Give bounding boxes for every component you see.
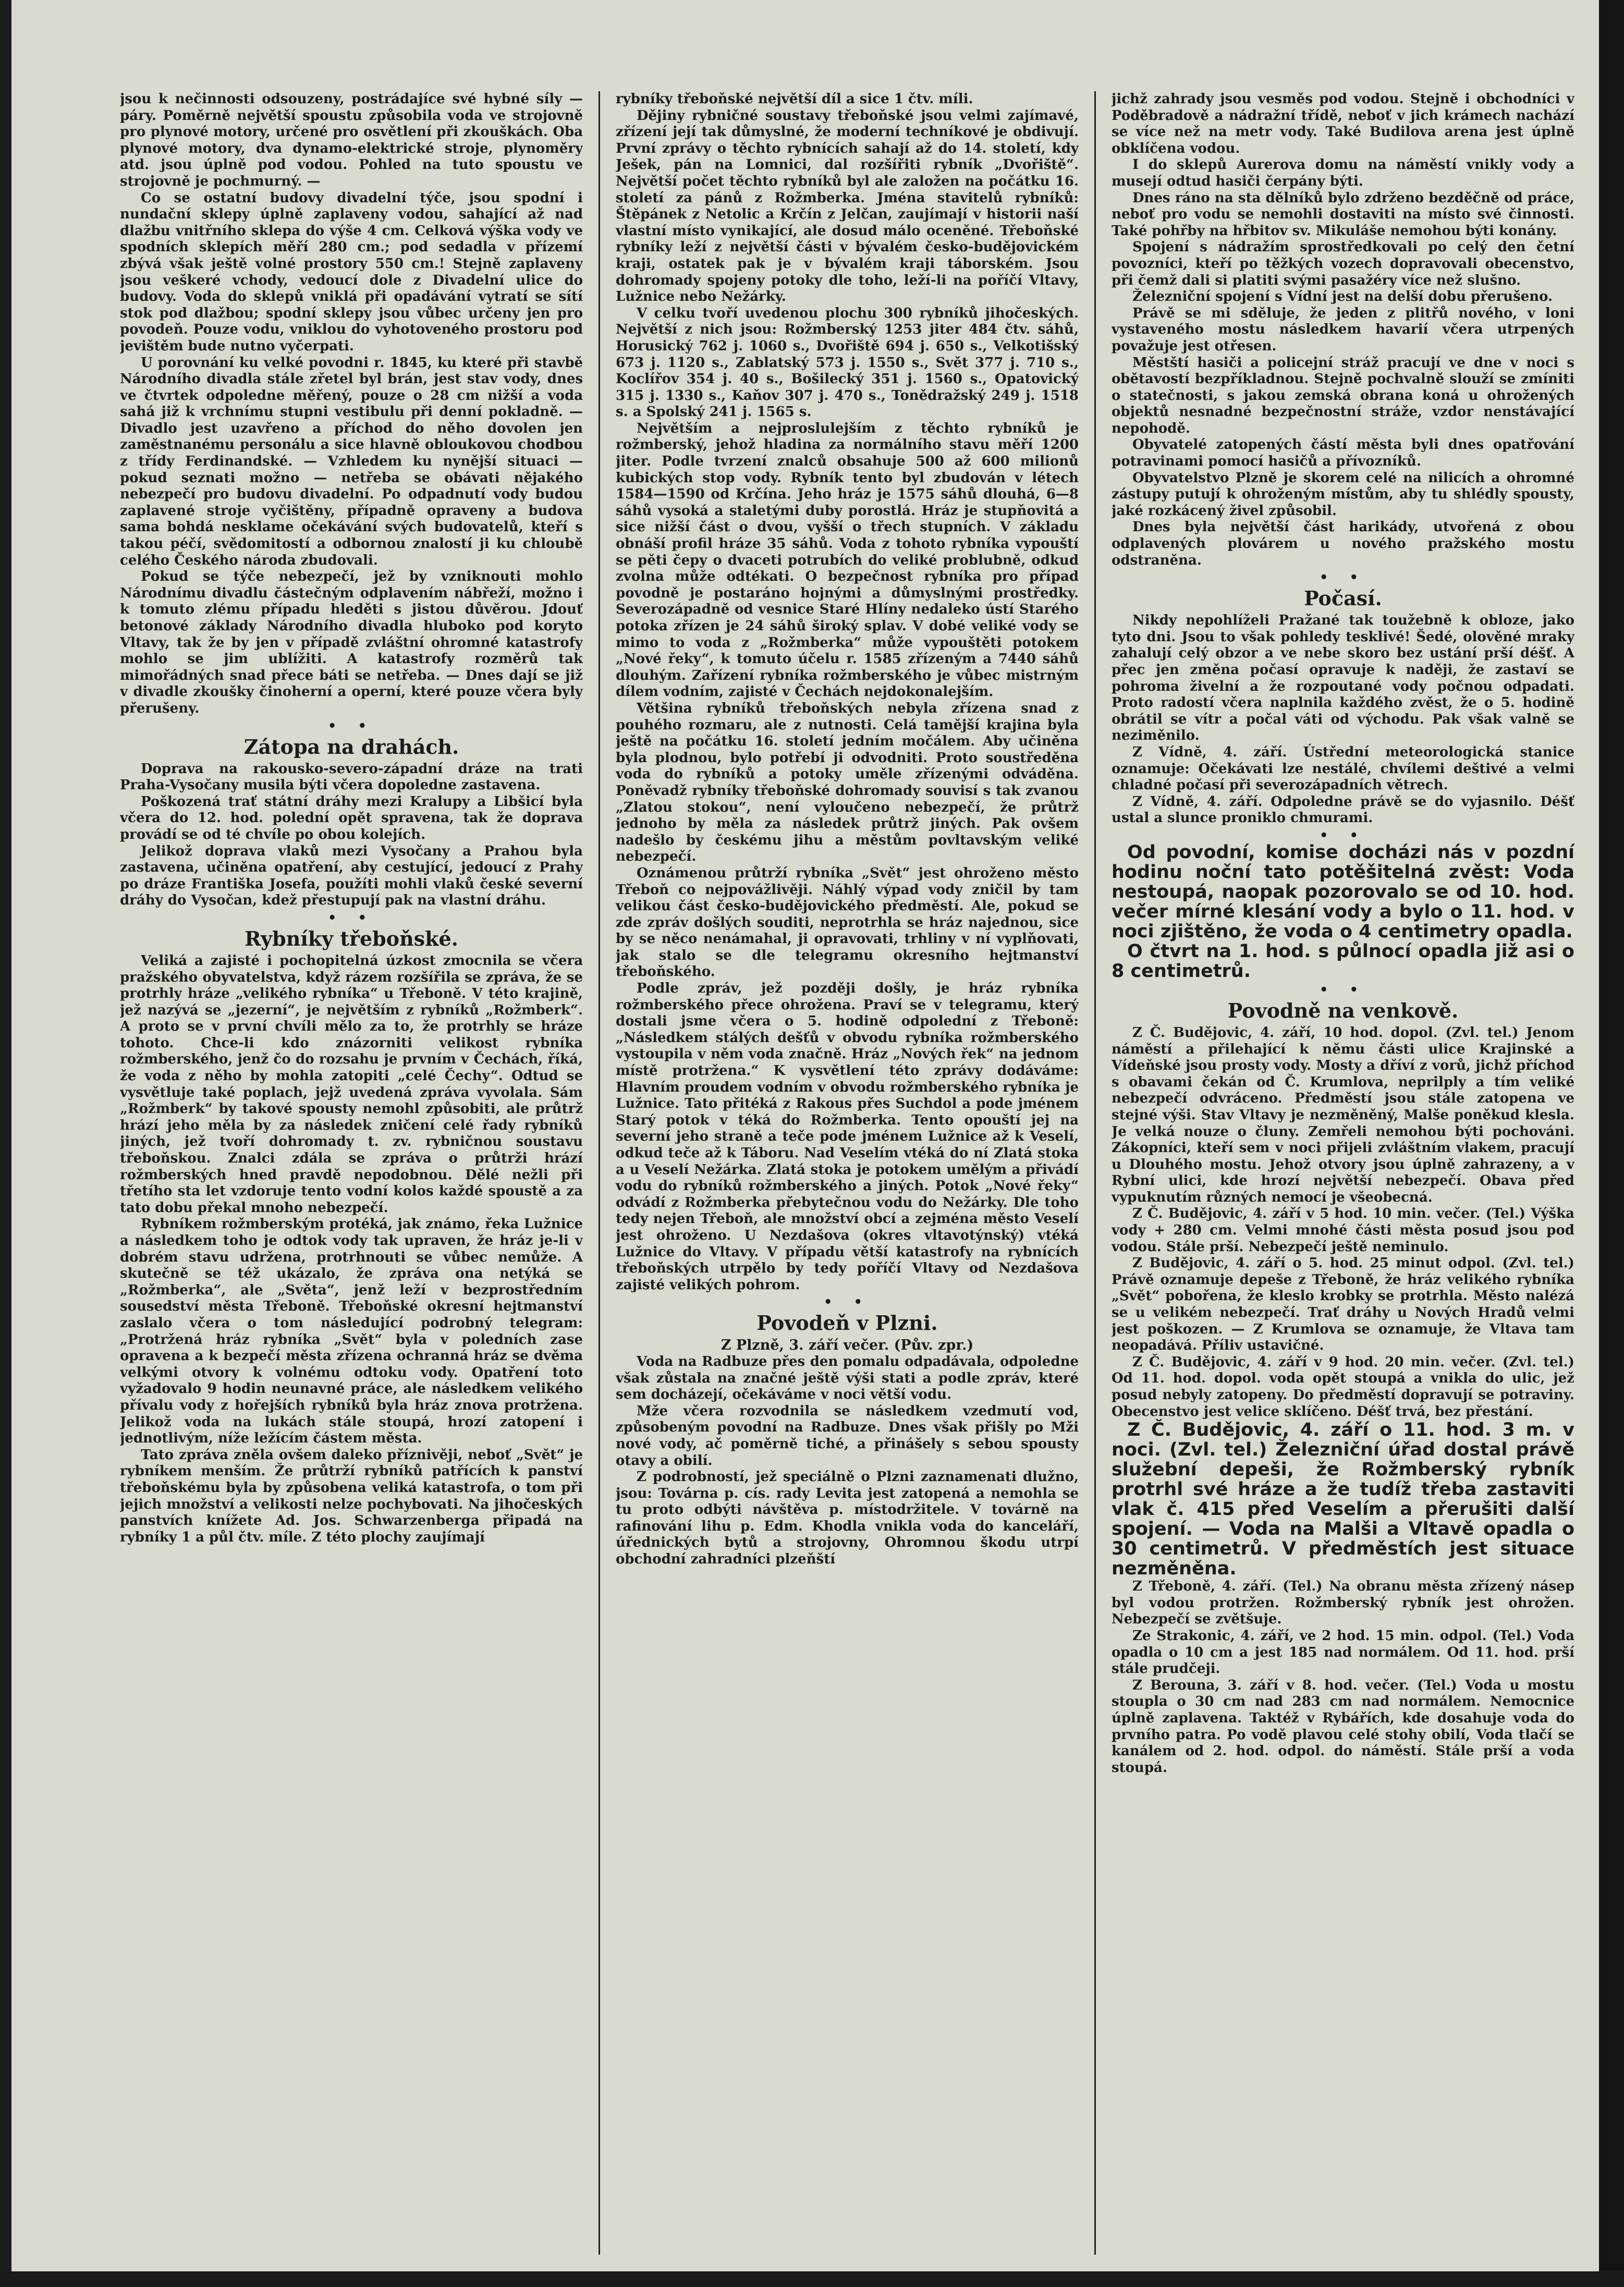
late-news-bulletin <box>1112 1420 1574 1579</box>
paragraph: Rybníkem rožmberským protéká, jak známo, řeka Lužnice a následkem toho je odtok vody tak upraven, že hráz je-li v dobrém stavu udržena, protrhnouti se vůbec nemůže. A skutečně se též ukázalo, že zpráva ona netýká se „Rožmberka“, ale „Světa“, jenž leží v bezprostředním sousedství města Třeboně. Třeboňské okresní hejtmanství zaslalo včera o tom následující podrobný telegram: „Protržená hráz rybníka „Svět“ byla v poledních zase opravena a k bezpečí města zřízena ochranná hráz se dvěma velkými otvory k volnému odtoku vody. Opatření toto vyžadovalo 9 hodin neunavné práce, ale následkem velikého přívalu vody z hořejších rybníků byla hráz znova protržena. Jelikož voda na lukách stále stoupá, hrozí zatopení i jednotlivým, níže ležícím částem města. <box>120 1216 583 1447</box>
heading-rybniky: Rybníky třeboňské. <box>245 926 458 950</box>
paragraph: V celku tvoří uvedenou plochu 300 rybníků jihočeských. Největší z nich jsou: Rožmberský 1253 jiter 484 čtv. sáhů, Horusický 762 j. 1060 s., Dvořiště 694 j. 650 s., Velkotišský 673 j. 1120 s., Zablatský 573 j. 1550 s., Svět 377 j. 710 s., Koclířov 354 j. 40 s., Bošilecký 351 j. 1560 s., Opatovický 315 j. 1330 s., Kaňov 307 j. 470 s., Tonědražský 249 j. 1518 s. a Spolský 241 j. 1565 s. <box>615 305 1079 420</box>
scan-border-right <box>1599 0 1624 2287</box>
paragraph: Většina rybníků třeboňských nebyla zřízena snad z pouhého rozmaru, ale z nutnosti. Celá tamější krajina byla ještě na počátku 16. století jedním močálem. Aby učiněna byla plodnou, bylo potřebí ji odvodniti. Proto soustředěna voda do rybníků a potoky uměle zřízenými odváděna. Poněvadž rybníky třeboňské dohromady souvisí s tak zvanou „Zlatou stokou“, není vyloučeno nebezpečí, že průtrž jednoho by měla za následek průtrž jiných. Pak ovšem nadešlo by českému jihu a městům povltavským veliké nebezpečí. <box>615 700 1079 865</box>
paragraph: U porovnání ku velké povodni r. 1845, ku které při stavbě Národního divadla stále zřetel byl brán, jest stav vody, dnes ve čtvrtek odpoledne měřený, pouze o 28 cm nižší a voda sahá již k vrchnímu stupni vestibulu při denní pokladně. — Divadlo jest uzavřeno a příchod do něho dovolen jen zaměstnanému personálu a sice hlavně obloukovou chodbou z třídy Ferdinandské. — Vzhledem ku nynější situaci — pokud seznati možno — netřeba se obávati nějakého nebezpečí pro budovu divadelní. Po odpadnutí vody budou zaplavené stroje vyčištěny, případně opraveny a budova sama bohdá nesklame očekávání svých budovatelů, kteří s takou péčí, svědomitostí a odbornou znalostí ji ku chloubě celého Českého národa zbudovali. <box>120 354 583 568</box>
late-news-bulletin <box>1112 842 1574 981</box>
column-rule <box>1094 91 1096 2255</box>
article-columns <box>120 91 1574 2255</box>
section-separator: • • <box>1319 827 1367 843</box>
paragraph: Z Č. Budějovic, 4. září, 10 hod. dopol. (Zvl. tel.) Jenom náměstí a přilehající k němu části ulice Krajinské a Vídeňské jsou prosty vody. Mosty a dříví z vorů, jichž příchod s obavami čekán od Č. Krumlova, neprilply a tím veliké nebezpečí odvráceno. Předměstí jsou stále zatopena ve stejné výši. Stav Vltavy je nezměněný, Malše poněkud klesla. Je velká nouze o čluny. Zemřeli nemohou býti pochováni. Zákopníci, kteří sem v noci přijeli zvláštním vlakem, pracují u Dlouhého mostu. Jehož otvory jsou úplně zahrazeny, a v Rybní ulici, kde hrozí největší nebezpečí. Obava před vypuknutím různých nemocí je všeobecná. <box>1111 1024 1574 1205</box>
paragraph: jichž zahrady jsou vesměs pod vodou. Stejně i obchodníci v Poděbradově a nádražní třídě, neboť v jich krámech nachází se více než na metr vody. Také Budilova arena jest úplně obklíčena vodou. <box>1111 91 1574 156</box>
bulletin-paragraph: O čtvrt na 1. hod. s půlnocí opadla již asi o 8 centimetrů. <box>1111 940 1574 982</box>
paragraph: Obyvatelé zatopených částí města byli dnes opatřování potravinami pomocí hasičů a přívozníků. <box>1111 437 1574 470</box>
column-3 <box>1112 91 1574 2255</box>
paragraph: Oznámenou průtrží rybníka „Svět“ jest ohroženo město Třeboň co nejpovážlivěji. Náhlý výpad vody zničil by tam velikou část česko-budějovického předměstí. Ale, pokud se zde zpráv došlých souditi, neprotrhla se hráz najednou, sice by se něco nenámahal, ji opravovati, trhliny v ní vyplňovati, jak stalo se dle telegramu okresního hejtmanství třeboňského. <box>615 865 1079 980</box>
bulletin-paragraph: Od povodní, komise docházi nás v pozdní hodinu noční tato potěšitelná zvěst: Voda nestoupá, naopak pozorovalo se od 10. hod. večer mírné klesání vody a bylo o 11. hod. v noci zjištěno, že voda o 4 centimetry opadla. <box>1111 841 1574 942</box>
paragraph: Spojení s nádražím sprostředkovali po celý den četní povozníci, kteří po těžkých vozech dopravovali obecenstvo, při čemž dali si platiti svými pasažéry více než slušno. <box>1111 239 1574 288</box>
section-separator: • • <box>327 910 375 926</box>
paragraph: Dnes byla největší část harikády, utvořená z obou odplavených plovárem u nového pražského mostu odstraněna. <box>1111 519 1574 568</box>
scan-border-left <box>0 0 11 2287</box>
column-2 <box>616 91 1079 2255</box>
section-separator: • • <box>327 718 375 734</box>
paragraph: Městští hasiči a policejní stráž pracují ve dne v noci s obětavostí bezpříkladnou. Stejně pochvalně slouží se zmíniti o statečnosti, s jakou zemská obrana koná u ohrožených objektů nesnadné bezpečnostní stráže, vzdor nenstávající nepohodě. <box>1111 354 1574 436</box>
paragraph: Obyvatelstvo Plzně je skorem celé na nilicích a ohromné zástupy putují k ohroženým místům, aby tu shlédly spousty, jaké rozkácený živel způsobil. <box>1111 470 1574 519</box>
column-rule <box>599 91 600 2255</box>
heading-venkov: Povodně na venkově. <box>1227 998 1459 1022</box>
heading-plzen: Povodeň v Plzni. <box>756 1311 938 1335</box>
heading-pocasi: Počasí. <box>1304 586 1382 610</box>
paragraph: Dnes ráno na sta dělníků bylo zdrženo bezděčně od práce, neboť pro vodu se nemohli dostaviti na místo své činnosti. Také pohřby na hřbitov sv. Mikuláše nemohou býti konány. <box>1111 190 1574 239</box>
paragraph: Z podrobností, jež speciálně o Plzni zaznamenati dlužno, jsou: Továrna p. cís. rady Levita jest zatopená a nemohla se tu proto odbýti návštěva p. místodržitele. V továrně na rafinování lihu p. Edm. Khodla vnikla voda do kanceláří, úřednických bytů a strojovny, Ohromnou škodu utrpí obchodní zahradníci plzeňští <box>615 1469 1079 1568</box>
paragraph: Z Vídně, 4. září. Odpoledne právě se do vyjasnilo. Déšť ustal a slunce proniklo chmurami. <box>1111 793 1574 826</box>
paragraph: Z Berouna, 3. září v 8. hod. večer. (Tel.) Voda u mostu stoupla o 30 cm nad 283 cm nad normálem. Nemocnice úplně zaplavena. Taktéž v Rybářích, kde dosahuje voda do prvního patra. Po vodě plavou celé stohy obilí, Voda tlačí se kanálem od 2. hod. odpol. do náměstí. Stále prší a voda stoupá. <box>1111 1677 1574 1776</box>
section-separator: • • <box>823 1294 871 1311</box>
paragraph: Z Č. Budějovic, 4. září v 5 hod. 10 min. večer. (Tel.) Výška vody + 280 cm. Velmi mnohé části města posud jsou pod vodou. Stále prší. Nebezpečí ještě neminulo. <box>1111 1206 1574 1255</box>
paragraph: jsou k nečinnosti odsouzeny, postrádajíce své hybné síly — páry. Poměrně největší spoustu způsobila voda ve strojovně pro plynové motory, určené pro osvětlení při zkouškách. Oba plynové motory, dva dynamo-elektrické stroje, plynoměry atd. jsou úplně pod vodou. Pohled na tuto spoustu ve strojovně je pochmurný. — <box>120 91 583 189</box>
paragraph: Z Budějovic, 4. září o 5. hod. 25 minut odpol. (Zvl. tel.) Právě oznamuje depeše z Třeboně, že hráz velikého rybníka „Svět“ pobořena, že kleslo krobky se protrhla. Město nalézá se u velikém nebezpečí. Trať dráhy u Nových Hradů velmi jest poškozen. — Z Krumlova se oznamuje, že Vltava tam neopadává. Příliv ustavičné. <box>1111 1255 1574 1354</box>
paragraph: Největším a nejproslulejším z těchto rybníků je rožmberský, jehož hladina za normálního stavu měří 1200 jiter. Podle tvrzení znalců obsahuje 500 až 600 milionů kubických stop vody. Rybník tento byl zbudován v létech 1584—1590 od Krčína. Jeho hráz je 1575 sáhů dlouhá, 6—8 sáhů vysoká a staletými duby porostlá. Hráz je stupňovitá a sice nižší část o dvou, vyšší o třech stupních. V základu obnáší profil hráze 35 sáhů. Voda z tohoto rybníka vypouští se pěti čepy o dvaceti potrubích do veliké problubně, odkud zvolna může odtékati. O bezpečnost rybníka pro případ povodně je postaráno hojnými a důmyslnými prostředky. Severozápadně od vesnice Staré Hlíny nedaleko ústí Starého potoka zřízen je 24 sáhů široký splav. V dobé veliké vody se mimo to voda z „Rožmberka“ může vypouštěti potokem „Nové řeky“, k tomuto účelu r. 1585 zřízeným a 7440 sáhů dlouhým. Zařízení rybníka rožmberského je vůbec mistrným dílem vodním, zajisté v Čechách nejdokonalejším. <box>615 420 1079 700</box>
paragraph: Dějiny rybničné soustavy třeboňské jsou velmi zajímavé, zřízení její tak důmyslné, že moderní techníkové je obdivují. První zprávy o těchto rybnících sahají až do 14. století, kdy Ješek, pán na Lomnici, dal rozšířiti rybník „Dvořiště“. Největší počet těchto rybníků byl ale založen na počátku 16. století za pánů z Rožmberka. Jména stavitelů rybníků: Štěpánek z Netolic a Krčín z Jelčan, zaujímají v historii naší vlastní místo vynikající, ale dosud málo oceněné. Třeboňské rybníky leží z největší části v bývalém česko-budějovickém kraji, ostatek pak je v bývalém kraji táborském. Jsou dohromady spojeny potoky dle toho, leží-li na poříčí Vltavy, Lužnice nebo Nežárky. <box>615 107 1079 305</box>
paragraph: Z Č. Budějovic, 4. září v 9 hod. 20 min. večer. (Zvl. tel.) Od 11. hod. dopol. voda opět stoupá a vnikla do ulic, jež posud nebyly zatopeny. Do předměstí dopravují se potraviny. Obecenstvo jest velice sklíčeno. Déšť trvá, bez přestání. <box>1111 1354 1574 1420</box>
paragraph: Ze Strakonic, 4. září, ve 2 hod. 15 min. odpol. (Tel.) Voda opadla o 10 cm a jest 185 nad normálem. Od 11. hod. prší stále prudčeji. <box>1111 1628 1574 1677</box>
paragraph: Tato zpráva zněla ovšem daleko příznivěji, neboť „Svět“ je rybníkem menším. Že průtrží rybníků patřících k panství třeboňskému byla by způsobena veliká katastrofa, o tom při jejich množství a velikosti nelze pochybovati. Na jihočeských panstvích knížete Ad. Jos. Schwarzenberga připadá na rybníky 1 a půl čtv. míle. Z této plochy zaujímají <box>120 1447 583 1545</box>
paragraph: Veliká a zajisté i pochopitelná úzkost zmocnila se včera pražského obyvatelstva, když rázem rozšířila se zpráva, že se protrhly hráze „velikého rybníka“ u Třeboně. V této krajině, jež nazývá se „jezerní“, je největším z rybníků „Rožmberk“. A proto se v první chvíli mělo za to, že protrhly se hráze tohoto. Chce-li kdo znázorniti velikost rybníka rožmberského, jenž čo do rozsahu je prvním v Čechách, říká, že voda z něho by mohla zatopiti „celé Čechy“. Odtud se vysvětluje také poplach, jejž uvedená zpráva vyvolala. Sám „Rožmberk“ by takové spousty nemohl způsobiti, ale průtrž hrází jeho měla by za následek zničení celé řady rybníků jiných, jež tvoří dohromady t. zv. rybničnou soustavu třeboňskou. Znalci zdála se zpráva o průtrži hrází rožmberských hned pravdě nepodobnou. Dělé nežli při třetího sta let vzdoruje tento vodní kolos každé spoustě a za tato dobu překal mnoho nebezpečí. <box>120 952 583 1216</box>
paragraph: Voda na Radbuze přes den pomalu odpadávala, odpoledne však zůstala na značné ještě výši stati a podle zpráv, které sem docházejí, očekáváme v noci větší vodu. <box>615 1353 1079 1403</box>
column-1 <box>120 91 583 2255</box>
paragraph: Co se ostatní budovy divadelní týče, jsou spodní i nundační sklepy úplně zaplaveny vodou, sahající až nad dlažbu vnitřního sklepa do výše 4 cm. Celková výška vody ve spodních sklepích měří 280 cm.; pod sedadla v přízemí zbývá však ještě volné prostory 550 cm.! Stejně zaplaveny jsou veškeré vchody, vedoucí dole z Divadelní ulice do budovy. Voda do sklepů vniklá při opadávání vytratí se sítí stok pod dlažbou; spodní sklepy jsou vůbec určeny jen pro povodeň. Pouze vodu, vniklou do vyhotoveného prostoru pod jevištěm bude nutno vyčerpati. <box>120 190 583 354</box>
paragraph: Pokud se týče nebezpečí, jež by vzniknouti mohlo Národnímu divadlu částečným odplavením nábřeží, možno i k tomuto zlému případu hleděti s jistou důvěrou. Jdouť betonové základy Národního divadla hluboko pod koryto Vltavy, tak že by jen v případě zvláštní ohromné katastrofy mohlo se jim ublížiti. A katastrofy rozměrů tak mimořádných snad přece báti se netřeba. — Dnes dají se již v divadle zkoušky činoherní a operní, které pouze včera byly přerušeny. <box>120 569 583 716</box>
heading-zatopa: Zátopa na drahách. <box>243 735 459 759</box>
dateline: Z Plzně, 3. září večer. (Pův. zpr.) <box>721 1337 974 1354</box>
bulletin-paragraph: Z Č. Budějovic, 4. září o 11. hod. 3 m. v noci. (Zvl. tel.) Železniční úřad dostal právě služební depeši, že Rožmberský rybník protrhl své hráze a že tudíž třeba zastaviti vlak č. 415 před Veselím a přerušiti další spojení. — Voda na Malši a Vltavě opadla o 30 centimetrů. V předměstích jest situace nezměněna. <box>1111 1420 1574 1580</box>
paragraph: Z Třeboně, 4. září. (Tel.) Na obranu města zřízený násep byl vodou protržen. Rožmberský rybník jest ohrožen. Nebezpečí se zvětšuje. <box>1111 1579 1574 1628</box>
paragraph: Jelikož doprava vlaků mezi Vysočany a Prahou byla zastavena, učiněna opatření, aby cestující, jedoucí z Prahy po dráze Františka Josefa, použíti mohli vlaků české severní dráhy do Vysočan, kdež přestupují pak na vlastní dráhu. <box>120 843 583 909</box>
paragraph: Podle zpráv, jež později došly, je hráz rybníka rožmberského přece ohrožena. Praví se v telegramu, který dostali jsme včera o 5. hodině odpolední z Třeboně: „Následkem stálých dešťů v obvodu rybníka rožmberského vystoupila v něm voda značně. Hráz „Nových řek“ na jednom místě protržena.“ K vysvětlení této zprávy dodáváme: Hlavním proudem vodním v obvodu rožmberského rybníka je Lužnice. Tato přitéká z Rakous přes Suchdol a pode jménem Starý potok v téká do Rožmberka. Tento opouští jej na severní jeho straně a teče pode jménem Lužnice až k Veselí, odkud teče až k Táboru. Nad Veselím vtéká do ní Zlatá stoka a u Veselí Nežárka. Zlatá stoka je potokem umělým a přivádí vodu do rybníků rožmberského a jiných. Potok „Nové řeky“ odvádí z Rožmberka přebytečnou vodu do Nežárky. Dle toho tedy nejen Třeboň, ale množství obcí a zejména město Veselí jest ohroženo. U Nezdašova (okres vltavotýnský) vtéká Lužnice do Vltavy. V případu větší katastrofy na rybnících třeboňských utrpělo by tedy poříčí Vltavy od Nezdašova zajisté velikých pohrom. <box>615 981 1079 1293</box>
section-separator: • • <box>1319 570 1367 586</box>
paragraph: I do sklepů Aurerova domu na náměstí vnikly vody a musejí odtud hasiči čerpány býti. <box>1111 157 1574 189</box>
paragraph: Právě se mi sděluje, že jeden z plitřů nového, v loni vystaveného mostu následkem havarií včera utrpených považuje jest otřesen. <box>1111 305 1574 354</box>
paragraph: Z Vídně, 4. září. Ústřední meteorologická stanice oznamuje: Očekávati lze nestálé, chvílemi deštivé a velmi chladné počasí při severozápadních větrech. <box>1111 744 1574 793</box>
paragraph: Mže včera rozvodnila se následkem vzedmutí vod, způsobeným povodní na Radbuze. Dnes však přišly po Mži nové vody, ač poměrně tiché, a přinášely s sebou spousty otavy a obilí. <box>615 1403 1079 1469</box>
paragraph: Nikdy nepohlíželi Pražané tak toužebně k obloze, jako tyto dni. Jsou to však pohledy tesklivé! Šedé, olověné mraky zahalují celý obzor a ve nebe skoro bez ustání prší déšť. A přec jen změna počasí opravuje k naději, že zastaví se pohroma živelní a že rozpoutané vody počnou odpadati. Proto radostí včera naplnila každého zvěst, že o 5. hodině obrátil se vítr a počal váti od východu. Pak však valně se neziměnilo. <box>1111 613 1574 744</box>
paragraph: Doprava na rakousko-severo-západní dráze na trati Praha-Vysočany musila býti včera dopoledne zastavena. <box>120 761 583 793</box>
scan-border-bottom <box>0 2271 1624 2287</box>
paragraph: rybníky třeboňské největší díl a sice 1 čtv. míli. <box>615 91 973 107</box>
paragraph: Poškozená trať státní dráhy mezi Kralupy a Libšicí byla včera do 12. hod. polední opět spravena, tak že doprava provádí se od té chvíle po obou kolejích. <box>120 793 583 842</box>
paragraph: Železniční spojení s Vídní jest na delší dobu přerušeno. <box>1132 289 1553 305</box>
section-separator: • • <box>1319 982 1367 998</box>
